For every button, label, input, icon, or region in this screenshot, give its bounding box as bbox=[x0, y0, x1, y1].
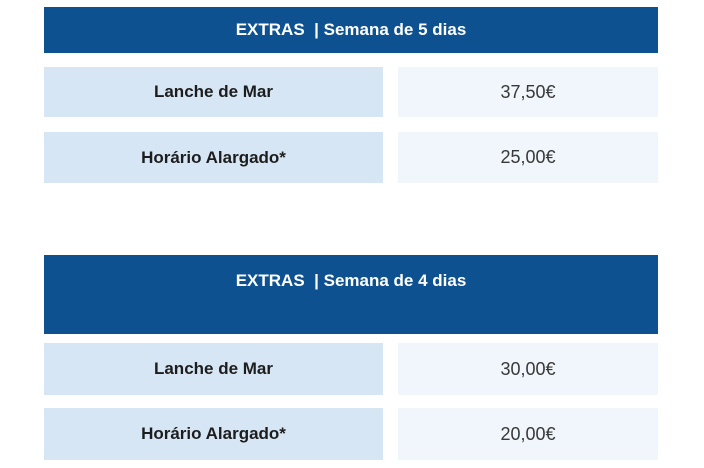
row-value-lanche-de-mar: 37,50€ bbox=[398, 67, 658, 117]
table-row-horario-alargado bbox=[44, 132, 658, 183]
table-header-5-days bbox=[44, 7, 658, 53]
extras-table-4-days bbox=[44, 255, 658, 460]
table-row-lanche-de-mar bbox=[44, 343, 658, 395]
table-row-horario-alargado bbox=[44, 408, 658, 460]
extras-table-5-days bbox=[44, 7, 658, 183]
row-value-lanche-de-mar: 30,00€ bbox=[398, 343, 658, 395]
row-label-lanche-de-mar: Lanche de Mar bbox=[44, 343, 383, 395]
table-row-lanche-de-mar bbox=[44, 67, 658, 117]
table-title-4-days: EXTRAS | Semana de 4 dias bbox=[235, 271, 467, 290]
table-title-5-days: EXTRAS | Semana de 5 dias bbox=[235, 20, 467, 39]
row-label-lanche-de-mar: Lanche de Mar bbox=[44, 67, 383, 117]
row-label-horario-alargado: Horário Alargado* bbox=[44, 132, 383, 183]
row-label-horario-alargado: Horário Alargado* bbox=[44, 408, 383, 460]
row-value-horario-alargado: 20,00€ bbox=[398, 408, 658, 460]
row-value-horario-alargado: 25,00€ bbox=[398, 132, 658, 183]
table-header-4-days bbox=[44, 255, 658, 334]
